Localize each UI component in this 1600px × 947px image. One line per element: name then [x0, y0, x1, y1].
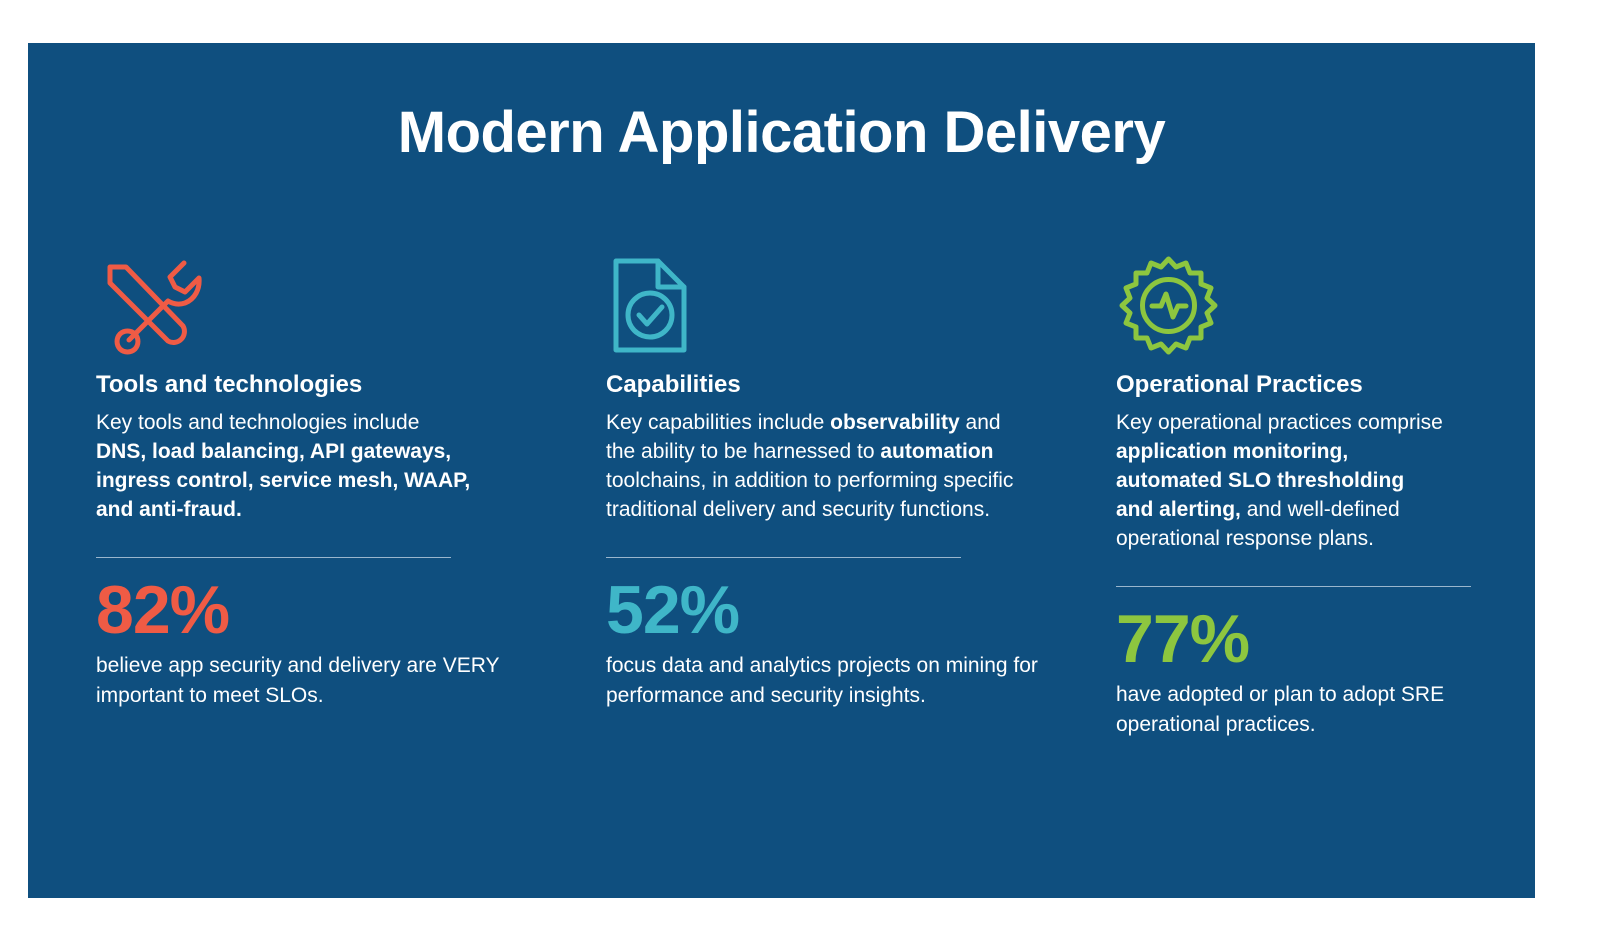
stat-value: 52% [606, 571, 740, 648]
stat-value: 82% [96, 571, 230, 648]
column-heading: Operational Practices [1116, 371, 1363, 398]
divider [1116, 586, 1471, 587]
stat-caption: have adopted or plan to adopt SRE operational practices. [1116, 683, 1445, 737]
stat-caption: focus data and analytics projects on mining for performance and security insights. [606, 654, 1038, 708]
column-operational-practices [1116, 248, 1516, 740]
stat-value: 77% [1116, 600, 1250, 677]
tools-wrench-screwdriver-icon [96, 248, 536, 363]
column-capabilities [606, 248, 1046, 740]
divider [96, 557, 451, 558]
divider [606, 557, 961, 558]
column-heading: Capabilities [606, 371, 741, 398]
column-tools-and-technologies [96, 248, 536, 740]
column-body: Key operational practices comprise application monitoring, automated SLO thresholding and alerting, and well-defined operational response plans. [1116, 411, 1443, 550]
stat-caption: believe app security and delivery are VERY important to meet SLOs. [96, 654, 500, 708]
page-title: Modern Application Delivery [397, 100, 1166, 165]
column-heading: Tools and technologies [96, 371, 363, 398]
gear-pulse-icon [1116, 248, 1516, 363]
infographic-panel [28, 43, 1535, 898]
column-body: Key tools and technologies include DNS, load balancing, API gateways, ingress control, service mesh, WAAP, and anti-fraud. [96, 411, 471, 521]
column-body: Key capabilities include observability and the ability to be harnessed to automation toolchains, in addition to performing specific traditional delivery and security functions. [606, 411, 1014, 521]
document-check-icon [606, 248, 1046, 363]
columns-container [28, 248, 1535, 740]
